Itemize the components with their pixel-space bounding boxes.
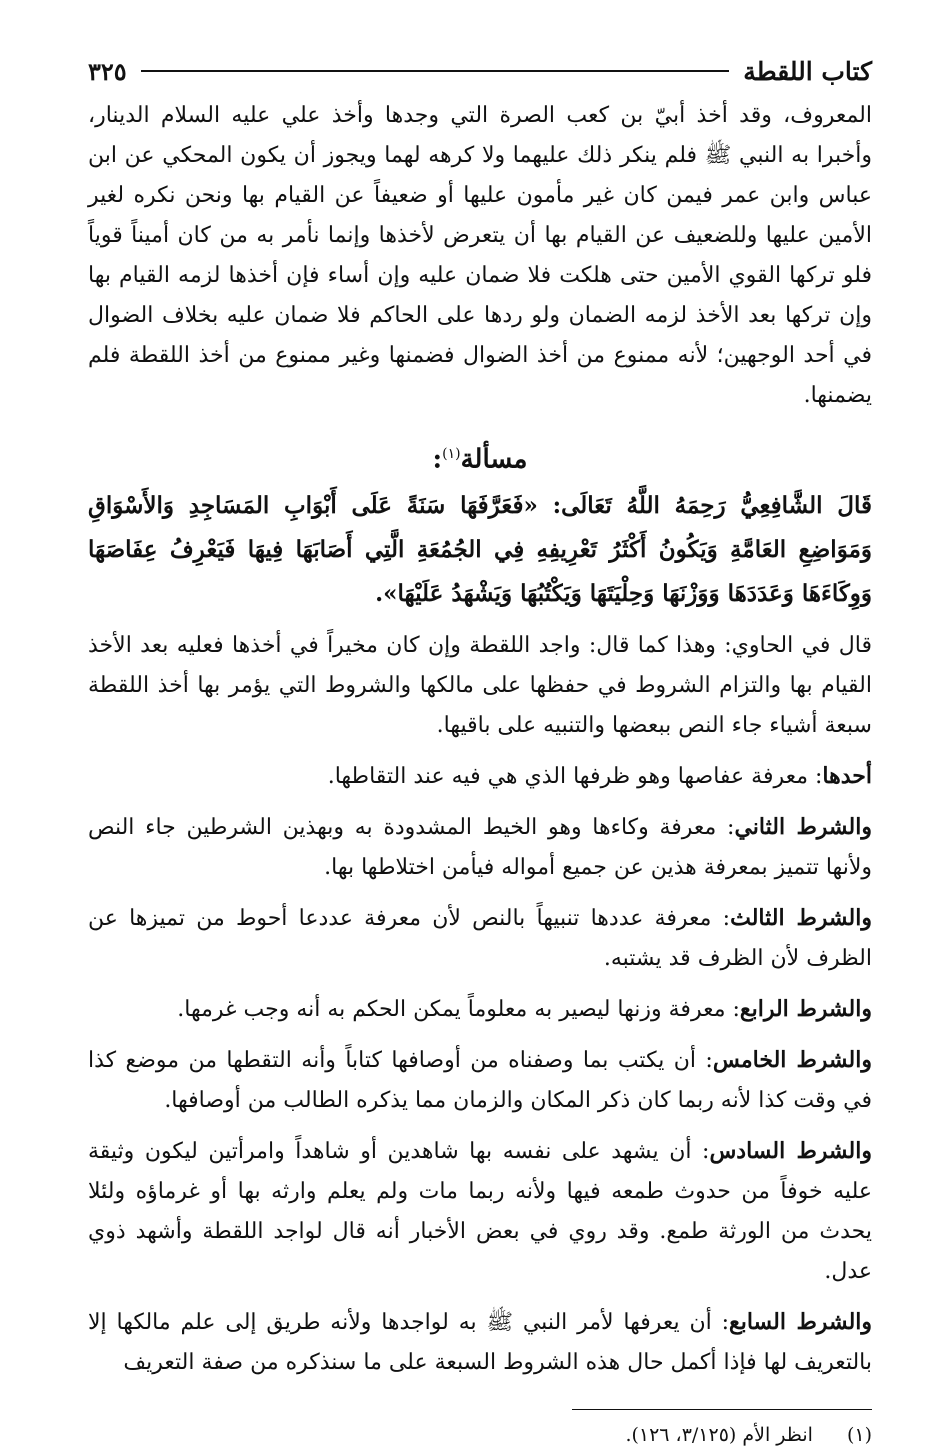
condition-text: : معرفة عفاصها وهو ظرفها الذي هي فيه عند التقاطها. bbox=[327, 763, 823, 789]
footnote-text: انظر الأم (٣/١٢٥، ١٢٦). bbox=[625, 1423, 813, 1446]
condition-text: : أن يكتب بما وصفناه من أوصافها كتاباً وأنه التقطها من موضع كذا في وقت كذا لأنه ربما كان ذكر المكان والزمان مما يذكره الطالب من أوصافها. bbox=[88, 1047, 872, 1113]
condition-text: : أن يشهد على نفسه بها شاهدين أو شاهداً وامرأتين ليكون وثيقة عليه خوفاً من حدوث طمعه فيها ولأنه ربما مات ولم يعلم وارثه بها أو غرماؤه ولئلا يحدث من الورثة طمع. وقد روي في بعض الأخبار أنه قال لواجد اللقطة وأشهد ذوي عدل. bbox=[88, 1138, 872, 1284]
condition-text: : أن يعرفها لأمر النبي ﷺ به لواجدها ولأنه طريق إلى علم مالكها إلا بالتعريف لها فإذا أكمل حال هذه الشروط السبعة على ما سنذكره من صفة التعريف bbox=[88, 1309, 872, 1375]
section-heading bbox=[88, 432, 872, 482]
footnote-rule bbox=[572, 1409, 872, 1410]
condition-lead: والشرط السادس bbox=[709, 1137, 872, 1164]
condition-lead: والشرط السابع bbox=[728, 1308, 873, 1335]
running-header bbox=[88, 48, 872, 94]
condition-text: : معرفة وزنها ليصير به معلوماً يمكن الحكم به أنه وجب غرمها. bbox=[177, 996, 740, 1022]
condition-3 bbox=[88, 898, 872, 979]
quoted-text: قَالَ الشَّافِعِيُّ رَحِمَهُ اللَّهُ تَعَالَى: «فَعَرَّفَهَا سَنَةً عَلَى أَبْوَابِ المَسَاجِدِ وَالأَسْوَاقِ وَمَوَاضِعِ العَامَّةِ وَيَكُونُ أَكْثَرُ تَعْرِيفِهِ فِي الجُمُعَةِ الَّتِي أَصَابَهَا فِيهَا فَيَعْرِفُ عِفَاصَهَا وَوِكَاءَهَا وَعَدَدَهَا وَوَزْنَهَا وَحِلْيَتَهَا وَيَكْتُبُهَا وَيَشْهَدُ عَلَيْهَا». bbox=[88, 491, 872, 607]
condition-lead: والشرط الثاني bbox=[734, 813, 872, 840]
condition-2 bbox=[88, 807, 872, 888]
condition-lead: والشرط الثالث bbox=[730, 904, 872, 931]
header-rule bbox=[141, 70, 730, 72]
condition-7 bbox=[88, 1302, 872, 1383]
document-page bbox=[88, 40, 873, 1446]
condition-lead: والشرط الرابع bbox=[739, 995, 872, 1022]
body-text bbox=[88, 96, 872, 1383]
condition-text: : معرفة عددها تنبيهاً بالنص لأن معرفة عددعا أحوط من تميزها عن الظرف لأن الظرف قد يشتبه. bbox=[88, 905, 872, 971]
footnote-number: (١) bbox=[846, 1423, 872, 1446]
condition-5 bbox=[88, 1040, 872, 1121]
condition-4 bbox=[88, 989, 872, 1030]
footnote bbox=[88, 1420, 872, 1450]
section-heading-colon: : bbox=[432, 444, 443, 475]
condition-lead: أحدها bbox=[822, 762, 872, 789]
intro-paragraph: قال في الحاوي: وهذا كما قال: واجد اللقطة وإن كان مخيراً في أخذها فعليه بعد الأخذ القيام بها والتزام الشروط في حفظها على مالكها والشروط التي يؤمر بها أخذ اللقطة سبعة أشياء جاء النص ببعضها والتنبيه على باقيها. bbox=[88, 632, 872, 738]
chapter-title: كتاب اللقطة bbox=[743, 56, 872, 86]
footnote-marker: (١) bbox=[442, 446, 461, 462]
section-heading-text: مسألة bbox=[460, 444, 528, 475]
condition-1 bbox=[88, 756, 872, 797]
condition-6 bbox=[88, 1131, 872, 1292]
page-number: ٣٢٥ bbox=[88, 56, 127, 86]
paragraph-continued: المعروف، وقد أخذ أبيّ بن كعب الصرة التي وجدها وأخذ علي عليه السلام الدينار، وأخبرا به النبي ﷺ فلم ينكر ذلك عليهما ولا كرهه لهما ويجوز أن يكون المحكي عن ابن عباس وابن عمر فيمن كان غير مأمون عليها أو ضعيفاً عن القيام بها ونحن نكره لغير الأمين عليها وللضعيف عن القيام بها أن يتعرض لأخذها وإنما نأمر به من كان أميناً قوياً فلو تركها القوي الأمين حتى هلكت فلا ضمان عليه وإن أساء فإن أخذها لزمه القيام بها وإن تركها بعد الأخذ لزمه الضمان ولو ردها على الحاكم فلا ضمان عليه بخلاف الضوال في أحد الوجهين؛ لأنه ممنوع من أخذ الضوال فضمنها وغير ممنوع من أخذ اللقطة فلم يضمنها. bbox=[88, 103, 872, 408]
condition-text: : معرفة وكاءها وهو الخيط المشدودة به وبهذين الشرطين جاء النص ولأنها تتميز بمعرفة هذين عن جميع أمواله فيأمن اختلاطها بها. bbox=[88, 814, 872, 880]
condition-lead: والشرط الخامس bbox=[712, 1046, 872, 1073]
